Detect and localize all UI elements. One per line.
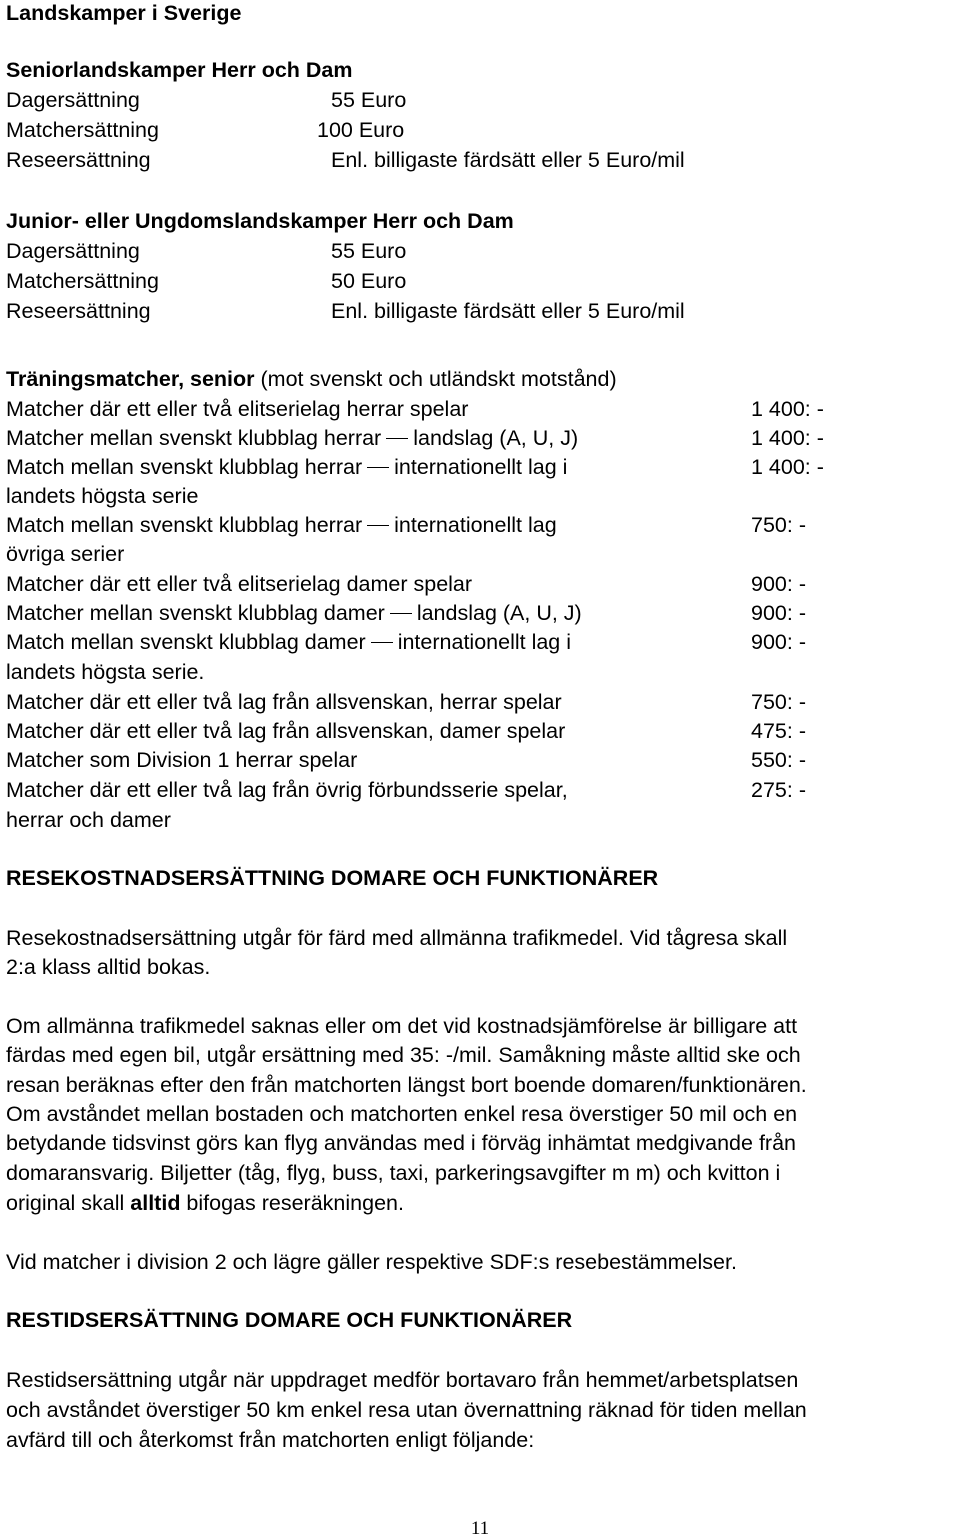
training-amount-10: 550: -: [751, 748, 806, 772]
training-item-2-a: Matcher mellan svenskt klubblag herrar: [6, 426, 382, 450]
training-item-3-a: Match mellan svenskt klubblag herrar: [6, 455, 363, 479]
junior-label-match: Matchersättning: [6, 269, 159, 293]
dash: [367, 467, 389, 468]
senior-label-match: Matchersättning: [6, 118, 159, 142]
page-title: Landskamper i Sverige: [6, 1, 242, 25]
resekostnad-p2-line-1: Om allmänna trafikmedel saknas eller om det vid kostnadsjämförelse är billigare att: [6, 1014, 798, 1038]
training-item-4: [6, 512, 557, 538]
training-amount-11: 275: -: [751, 778, 806, 802]
training-amount-1: 1 400: -: [751, 397, 824, 421]
senior-label-travel: Reseersättning: [6, 148, 151, 172]
training-item-2-b: landslag (A, U, J): [413, 426, 579, 450]
dash: [367, 525, 389, 526]
training-item-4-a: Match mellan svenskt klubblag herrar: [6, 513, 363, 537]
training-amount-3: 1 400: -: [751, 455, 824, 479]
training-item-3-b: internationellt lag i: [394, 455, 568, 479]
training-item-6-b: landslag (A, U, J): [416, 601, 582, 625]
junior-label-travel: Reseersättning: [6, 299, 151, 323]
training-heading-bold: Träningsmatcher, senior: [6, 367, 255, 391]
resekostnad-p1-line-2: 2:a klass alltid bokas.: [6, 955, 211, 979]
junior-value-day: 55 Euro: [331, 239, 407, 263]
restid-heading: RESTIDSERSÄTTNING DOMARE OCH FUNKTIONÄRER: [6, 1308, 573, 1332]
resekostnad-p1-line-1: Resekostnadsersättning utgår för färd med allmänna trafikmedel. Vid tågresa skall: [6, 926, 788, 950]
senior-value-match: 100 Euro: [317, 118, 405, 142]
training-item-7-a: Match mellan svenskt klubblag damer: [6, 630, 366, 654]
training-item-10: Matcher som Division 1 herrar spelar: [6, 748, 358, 772]
training-item-6: [6, 600, 582, 626]
training-item-9: Matcher där ett eller två lag från allsvenskan, damer spelar: [6, 719, 566, 743]
training-item-7-cont: landets högsta serie.: [6, 660, 205, 684]
restid-line-3: avfärd till och återkomst från matchorten enligt följande:: [6, 1428, 535, 1452]
junior-value-match: 50 Euro: [331, 269, 407, 293]
training-amount-4: 750: -: [751, 513, 806, 537]
resekostnad-p2-emphasis: alltid: [130, 1191, 181, 1215]
resekostnad-p3: Vid matcher i division 2 och lägre gäller respektive SDF:s resebestämmelser.: [6, 1250, 737, 1274]
training-amount-7: 900: -: [751, 630, 806, 654]
training-amount-2: 1 400: -: [751, 426, 824, 450]
training-item-11: Matcher där ett eller två lag från övrig förbundsserie spelar,: [6, 778, 568, 802]
training-amount-8: 750: -: [751, 690, 806, 714]
training-item-3: [6, 454, 567, 480]
training-item-2: [6, 425, 578, 451]
resekostnad-p2-line-6: domaransvarig. Biljetter (tåg, flyg, buss, taxi, parkeringsavgifter m m) och kvitton i: [6, 1161, 781, 1185]
dash: [371, 642, 393, 643]
senior-value-travel: Enl. billigaste färdsätt eller 5 Euro/mil: [331, 148, 685, 172]
restid-line-2: och avståndet överstiger 50 km enkel resa utan övernattning räknad för tiden mellan: [6, 1398, 807, 1422]
training-heading: [6, 366, 617, 392]
junior-value-travel: Enl. billigaste färdsätt eller 5 Euro/mil: [331, 299, 685, 323]
resekostnad-heading: RESEKOSTNADSERSÄTTNING DOMARE OCH FUNKTIONÄRER: [6, 866, 659, 890]
training-item-8: Matcher där ett eller två lag från allsvenskan, herrar spelar: [6, 690, 562, 714]
training-item-11-cont: herrar och damer: [6, 808, 171, 832]
training-item-4-b: internationellt lag: [394, 513, 557, 537]
training-item-3-cont: landets högsta serie: [6, 484, 199, 508]
resekostnad-p2-line-4: Om avståndet mellan bostaden och matchorten enkel resa överstiger 50 mil och en: [6, 1102, 798, 1126]
training-heading-rest: (mot svenskt och utländskt motstånd): [254, 367, 617, 391]
resekostnad-p2-line-7: [6, 1190, 404, 1216]
training-item-5: Matcher där ett eller två elitserielag damer spelar: [6, 572, 473, 596]
resekostnad-p2-line-2: färdas med egen bil, utgår ersättning med 35: -/mil. Samåkning måste alltid ske och: [6, 1043, 801, 1067]
training-item-1: Matcher där ett eller två elitserielag herrar spelar: [6, 397, 469, 421]
junior-label-day: Dagersättning: [6, 239, 140, 263]
resekostnad-p2-line-3: resan beräknas efter den från matchorten längst bort boende domaren/funktionären.: [6, 1073, 807, 1097]
training-item-7: [6, 629, 571, 655]
page-number: 11: [470, 1518, 490, 1539]
dash: [386, 438, 408, 439]
training-amount-9: 475: -: [751, 719, 806, 743]
resekostnad-p2-last-a: original skall: [6, 1191, 131, 1215]
senior-value-day: 55 Euro: [331, 88, 407, 112]
resekostnad-p2-line-5: betydande tidsvinst görs kan flyg användas med i förväg inhämtat medgivande från: [6, 1131, 796, 1155]
dash: [390, 613, 412, 614]
senior-heading: Seniorlandskamper Herr och Dam: [6, 58, 353, 82]
training-item-6-a: Matcher mellan svenskt klubblag damer: [6, 601, 385, 625]
senior-label-day: Dagersättning: [6, 88, 140, 112]
resekostnad-p2-last-b: bifogas reseräkningen.: [180, 1191, 404, 1215]
training-amount-5: 900: -: [751, 572, 806, 596]
training-amount-6: 900: -: [751, 601, 806, 625]
junior-heading: Junior- eller Ungdomslandskamper Herr och Dam: [6, 209, 514, 233]
training-item-7-b: internationellt lag i: [397, 630, 572, 654]
training-item-4-cont: övriga serier: [6, 542, 125, 566]
restid-line-1: Restidsersättning utgår när uppdraget medför bortavaro från hemmet/arbetsplatsen: [6, 1368, 799, 1392]
